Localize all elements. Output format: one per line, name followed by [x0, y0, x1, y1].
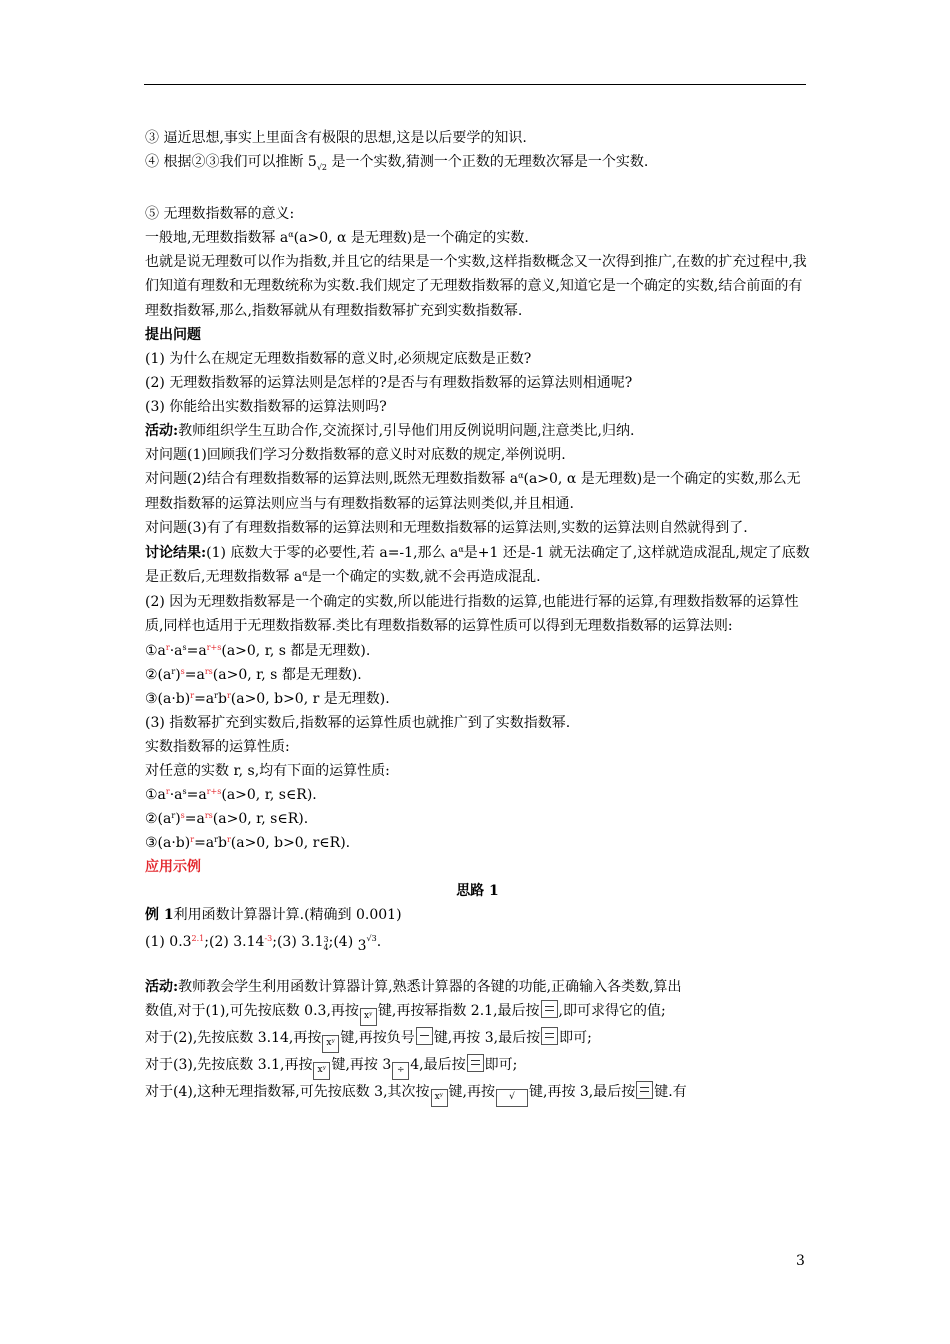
text-line [145, 1026, 810, 1053]
text: 是一个实数,猜测一个正数的无理数次幂是一个实数. [331, 154, 649, 170]
document-body [145, 126, 810, 1107]
page-number: 3 [796, 1253, 805, 1269]
text: ) [175, 810, 181, 827]
text: 数值,对于(1),可先按底数 0.3,再按 [145, 1002, 359, 1019]
exponent: r [165, 642, 170, 652]
text: 即可; [559, 1029, 592, 1046]
text: 教师教会学生利用函数计算器计算,熟悉计算器的各键的功能,正确输入各类数,算出 [178, 978, 682, 995]
text: ;(3) 3.1 [272, 933, 324, 950]
text: =a [184, 666, 205, 683]
text: b [217, 690, 227, 707]
text: 即可; [484, 1056, 518, 1073]
text: ①a [145, 786, 166, 803]
section-heading: 提出问题 [145, 327, 201, 344]
text: 教师组织学生互助合作,交流探讨,引导他们用反例说明问题,注意类比,归纳. [178, 423, 635, 440]
text-line: 对任意的实数 r, s,均有下面的运算性质: [145, 762, 390, 779]
text: b [217, 834, 227, 851]
text: ③ 逼近思想,事实上里面含有极限的思想,这是以后要学的知识. [145, 130, 527, 146]
power-key-icon: xʸ [431, 1089, 448, 1107]
exponent: r [226, 834, 231, 844]
minus-key-icon [416, 1027, 433, 1045]
paragraph [145, 541, 810, 590]
formula [145, 927, 810, 961]
text-line [145, 975, 810, 999]
exponent: s [182, 786, 187, 796]
text: 3 [357, 937, 367, 954]
question: (1) 为什么在规定无理数指数幂的意义时,必须规定底数是正数? [145, 351, 532, 368]
text: ②(a [145, 666, 172, 683]
exponent: s [182, 642, 187, 652]
text-line [145, 999, 810, 1026]
text: (a>0, α 是无理数)是一个确定的实数. [293, 229, 529, 246]
exponent: rs [204, 810, 213, 820]
text: =a [186, 642, 207, 659]
exponent: r [190, 834, 195, 844]
power-key-icon: xʸ [360, 1008, 377, 1026]
text: (a>0, r, s 都是无理数). [212, 666, 362, 683]
text: ·a [169, 786, 183, 803]
text-line: (3) 指数幂扩充到实数后,指数幂的运算性质也就推广到了实数指数幂. [145, 714, 571, 731]
text: 是一个确定的实数,就不会再造成混乱. [307, 569, 541, 586]
text: 对问题(2)结合有理数指数幂的运算法则,既然无理数指数幂 a [145, 471, 519, 488]
text-line: 实数指数幂的运算性质: [145, 738, 290, 755]
exponent: r [171, 810, 176, 820]
label: 讨论结果: [145, 544, 207, 561]
exponent: 2.1 [191, 933, 205, 943]
text-line [145, 126, 810, 150]
text-line [145, 150, 810, 180]
text: ;(4) [328, 933, 354, 950]
text: 键,再按 3,最后按 [433, 1029, 541, 1046]
exponent: α [302, 569, 308, 579]
exponent: α [288, 229, 294, 239]
text: (a>0, b>0, r∈R). [230, 834, 351, 851]
text: 键.有 [654, 1083, 687, 1100]
formula [145, 663, 810, 687]
exponent: r [214, 690, 218, 700]
exponent: r [165, 786, 170, 796]
exponent: rs [204, 666, 213, 676]
text: ⑤ 无理数指数幂的意义: [145, 205, 295, 222]
question: (3) 你能给出实数指数幂的运算法则吗? [145, 399, 387, 416]
numerator: 3 [323, 934, 329, 944]
text: ;(2) 3.14 [204, 933, 265, 950]
text: =a [184, 810, 205, 827]
text: 键,再按 [448, 1083, 495, 1100]
text: =a [194, 834, 215, 851]
power-key-icon: xʸ [322, 1035, 339, 1053]
exponent: √3 [366, 933, 377, 943]
text: 是+1 还是-1 就无法确定了,这样就造成混乱,规定了底数是正数后,无理数指数幂 a [145, 544, 810, 586]
formula [145, 807, 810, 831]
subsection-heading: 思路 1 [456, 882, 499, 899]
exponent: α [458, 544, 464, 554]
text: 4,最后按 [410, 1056, 466, 1073]
text: ) [175, 666, 181, 683]
exponent: r [190, 690, 195, 700]
paragraph: 对问题(3)有了有理数指数幂的运算法则和无理数指数幂的运算法则,实数的运算法则自然就得到了. [145, 520, 748, 537]
formula [145, 687, 810, 711]
equals-key-icon [636, 1081, 653, 1099]
text: (a>0, b>0, r 是无理数). [230, 690, 390, 707]
text-line [145, 1053, 810, 1080]
text: =a [194, 690, 215, 707]
text: 对于(3),先按底数 3.1,再按 [145, 1056, 313, 1073]
text-line [145, 419, 810, 443]
text: ②(a [145, 810, 172, 827]
power-key-icon: xʸ [313, 1062, 330, 1080]
denominator: 4 [323, 942, 329, 952]
section-heading: 应用示例 [145, 858, 201, 875]
equals-key-icon [541, 1027, 558, 1045]
text: (a>0, r, s∈R). [221, 786, 317, 803]
header-rule [144, 84, 806, 85]
text: (a>0, r, s∈R). [212, 810, 309, 827]
label: 活动: [145, 423, 179, 440]
text-line [145, 202, 810, 226]
text: 对于(4),这种无理指数幂,可先按底数 3,其次按 [145, 1083, 430, 1100]
text: 对于(2),先按底数 3.14,再按 [145, 1029, 322, 1046]
text: (a>0, r, s 都是无理数). [221, 642, 371, 659]
text-line [145, 226, 810, 250]
text: (a>0, α 是无理数)是一个确定的实数,那么无理数指数幂的运算法则应当与有理数指数幂的运算法则类似,并且相通. [145, 471, 801, 512]
exponent: r [226, 690, 231, 700]
formula [145, 639, 810, 663]
text: (1) 0.3 [145, 933, 192, 950]
sqrt-key-icon: √ [496, 1089, 528, 1107]
text: ①a [145, 642, 166, 659]
text: 一般地,无理数指数幂 a [145, 229, 289, 246]
exponent: r [214, 834, 218, 844]
example-heading [145, 903, 810, 927]
exponent: √2 [316, 162, 327, 172]
text: ③(a·b) [145, 834, 191, 851]
divide-key-icon: ÷ [392, 1062, 409, 1080]
equals-key-icon [467, 1054, 484, 1072]
text: ④ 根据②③我们可以推断 5 [145, 154, 317, 170]
text: =a [186, 786, 207, 803]
text: 键,再按 3 [331, 1056, 392, 1073]
paragraph: 也就是说无理数可以作为指数,并且它的结果是一个实数,这样指数概念又一次得到推广,在数的扩充过程中,我们知道有理数和无理数统称为实数.我们规定了无理数指数幂的意义,知道它是一个确定的实数,结合前面的有理数指数幂,那么,指数幂就从有理数指数幂扩充到实数指数幂. [145, 253, 807, 319]
text: ③(a·b) [145, 690, 191, 707]
text: 利用函数计算器计算.(精确到 0.001) [173, 906, 402, 923]
text: 键,再按幂指数 2.1,最后按 [377, 1002, 540, 1019]
paragraph: (2) 因为无理数指数幂是一个确定的实数,所以能进行指数的运算,也能进行幂的运算,有理数指数幂的运算性质,同样也适用于无理数指数幂.类比有理数指数幂的运算性质可以得到无理数指数幂的运算法则: [145, 593, 799, 635]
exponent: s [180, 666, 185, 676]
exponent: r+s [206, 786, 222, 796]
text: (1) 底数大于零的必要性,若 a=-1,那么 a [206, 544, 459, 561]
label: 例 1 [145, 906, 174, 923]
text-line: 对问题(1)回顾我们学习分数指数幂的意义时对底数的规定,举例说明. [145, 447, 566, 464]
text-line [145, 1080, 810, 1107]
text: . [376, 933, 382, 950]
formula [145, 831, 810, 855]
text: ·a [169, 642, 183, 659]
exponent: α [518, 471, 524, 481]
question: (2) 无理数指数幂的运算法则是怎样的?是否与有理数指数幂的运算法则相通呢? [145, 375, 633, 392]
text: ,即可求得它的值; [558, 1002, 666, 1019]
equals-key-icon [541, 1000, 558, 1018]
exponent: s [180, 810, 185, 820]
exponent: r [171, 666, 176, 676]
paragraph [145, 467, 810, 516]
exponent: r+s [206, 642, 222, 652]
formula [145, 783, 810, 807]
exponent: -3 [264, 933, 273, 943]
text: 键,再按负号 [340, 1029, 415, 1046]
text: 键,再按 3,最后按 [529, 1083, 636, 1100]
label: 活动: [145, 978, 179, 995]
